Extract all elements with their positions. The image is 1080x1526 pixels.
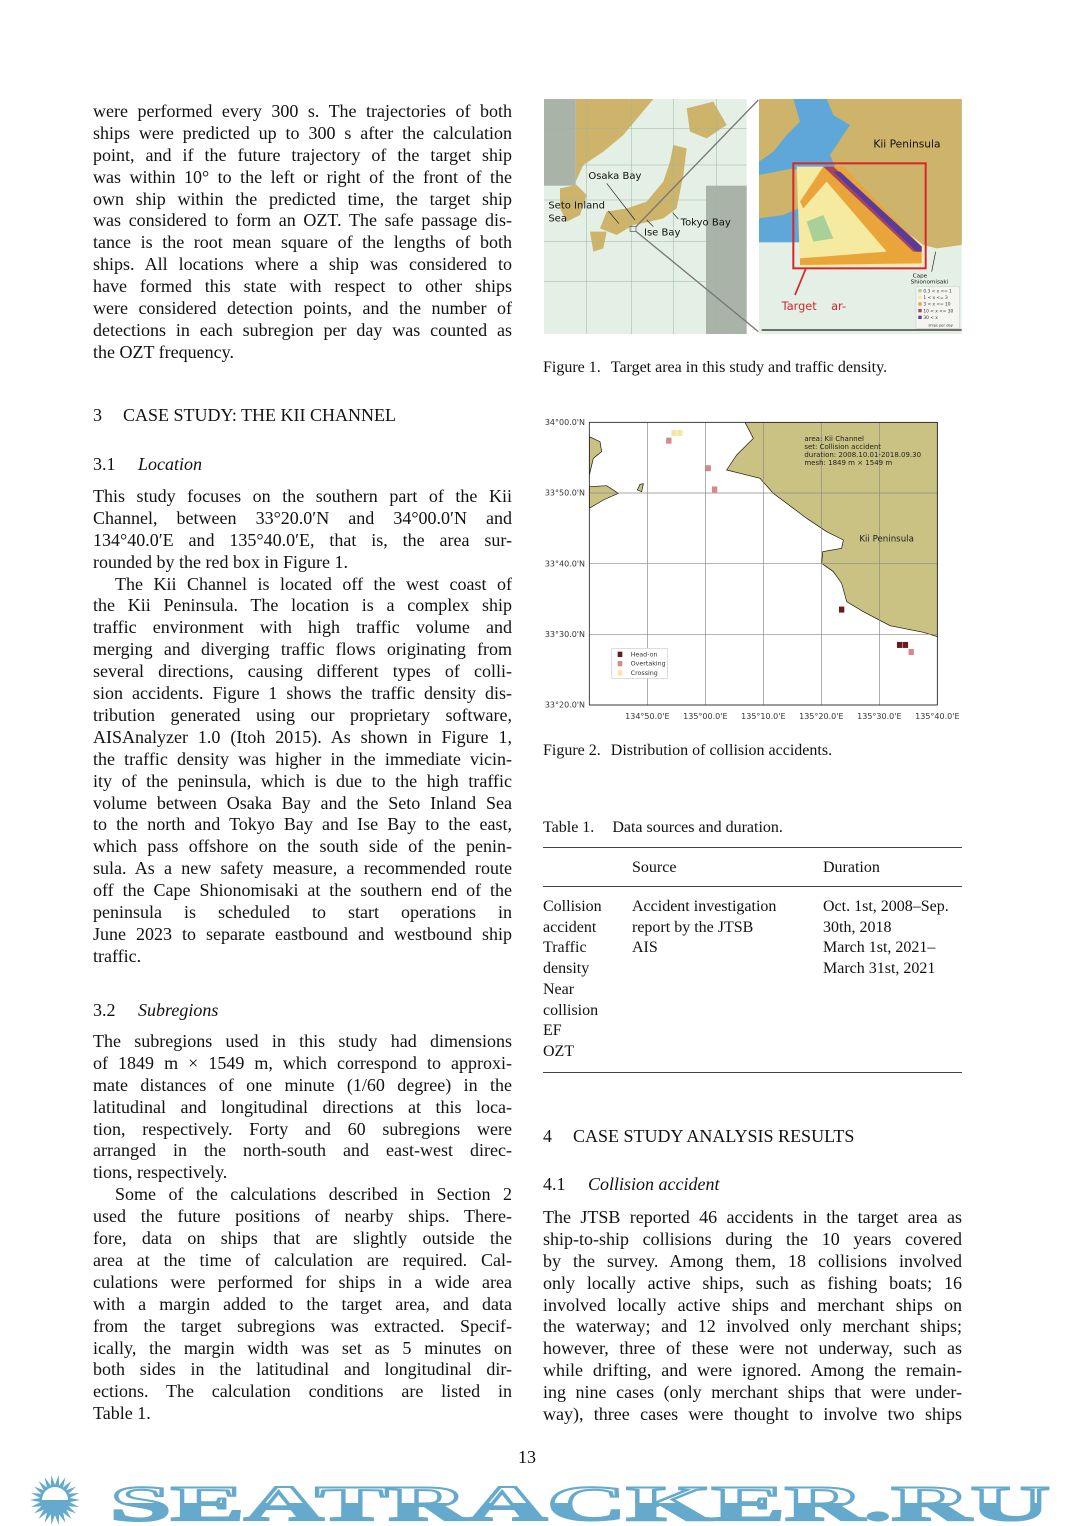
figure-1-caption — [543, 359, 887, 377]
legend-swatch — [618, 670, 623, 675]
table-cell-item: accident — [543, 918, 597, 936]
legend-label: 1 < x <= 3 — [923, 296, 948, 301]
table-cell-source: AIS — [632, 939, 658, 957]
table-header-rule — [543, 886, 962, 887]
table-bottom-rule — [543, 1072, 962, 1073]
text-line: ship-to-ship collisions during the 10 years covered — [543, 1228, 962, 1249]
text-line: AISAnalyzer 1.0 (Itoh 2015). As shown in Figure 1, — [93, 726, 512, 747]
legend-swatch — [918, 296, 921, 299]
label-seto-inland-sea: Seto Inland — [548, 200, 605, 212]
text-line: tion, respectively. Forty and 60 subregions were — [93, 1118, 512, 1139]
text-line: way), three cases were thought to involve two ships — [543, 1404, 962, 1425]
point-head-on — [903, 642, 908, 648]
label-cape: Cape — [912, 273, 928, 280]
table-cell-item: collision — [543, 1001, 599, 1019]
section-number: 3.1 — [93, 454, 116, 474]
text-line: ships. All locations where a ship was considered to — [93, 254, 512, 275]
text-line: were considered detection points, and the number of — [93, 298, 512, 319]
paragraph-location-2 — [93, 574, 512, 968]
text-line: ections. The calculation conditions are listed in — [93, 1381, 512, 1402]
label-ise-bay: Ise Bay — [644, 227, 681, 239]
sun-logo-icon — [30, 1475, 80, 1524]
chart-legend — [612, 648, 668, 678]
point-overtaking — [706, 465, 711, 471]
legend-unit: ships per day — [928, 323, 953, 328]
text-line: was within 10° to the left or right of the front of the — [93, 166, 512, 187]
annotation-line: set: Collision accident — [804, 443, 882, 451]
section-title: Subregions — [138, 1000, 219, 1020]
section-title: CASE STUDY ANALYSIS RESULTS — [573, 1126, 855, 1146]
text-line: to the north and Tokyo Bay and Ise Bay to the east, — [93, 814, 512, 835]
legend-label: 10 < x <= 30 — [923, 309, 954, 315]
label-osaka-bay: Osaka Bay — [588, 171, 642, 182]
annotation-line: mesh: 1849 m × 1549 m — [804, 459, 893, 467]
text-line: the waterway; and 12 involved only merchant ships; — [543, 1316, 962, 1337]
legend-swatch — [618, 652, 623, 657]
japan-overview-map — [544, 99, 758, 334]
text-line: of 1849 m × 1549 m, which correspond to approxi- — [93, 1052, 512, 1073]
text-line: detections in each subregion per day was counted as — [93, 319, 512, 340]
paragraph-location-1 — [93, 486, 512, 574]
table-cell-item: Traffic — [543, 939, 587, 957]
point-crossing — [671, 430, 676, 436]
y-tick-label: 33°20.0'N — [544, 700, 585, 710]
point-overtaking — [712, 486, 717, 492]
section-number: 4 — [543, 1126, 552, 1146]
text-line: merging and diverging traffic flows originating from — [93, 639, 512, 660]
text-line: tribution generated using our proprietary software, — [93, 704, 512, 725]
label-seto-inland-sea-2: Sea — [548, 213, 567, 225]
text-line: This study focuses on the southern part of the Kii — [93, 486, 512, 506]
text-line: ing nine cases (only merchant ships that were under- — [543, 1382, 962, 1403]
text-line: have formed this state with respect to other ships — [93, 276, 512, 297]
section-3-heading — [93, 405, 396, 426]
legend-label: Overtaking — [630, 660, 666, 668]
seatracker-watermark — [0, 1474, 1080, 1526]
text-line: The subregions used in this study had dimensions — [93, 1031, 512, 1051]
table-cell-duration: March 1st, 2021– — [823, 939, 936, 957]
legend-swatch — [618, 661, 623, 666]
watermark-text: SEATRACKER.RU — [110, 1475, 1050, 1526]
figure-label: Figure 1. — [543, 359, 601, 376]
point-overtaking — [909, 649, 914, 655]
point-crossing — [677, 430, 682, 436]
text-line: culations were performed for ships in a wide area — [93, 1271, 512, 1292]
text-line: both sides in the latitudinal and longitudinal dir- — [93, 1359, 512, 1380]
text-line: peninsula is scheduled to start operations in — [93, 901, 512, 922]
table-cell-item: Near — [543, 980, 575, 998]
section-3-2-heading — [93, 1000, 218, 1021]
point-overtaking — [666, 438, 671, 444]
legend-label: Head-on — [630, 651, 658, 659]
point-head-on — [839, 607, 844, 613]
label-target-area: Target ar- — [781, 299, 847, 313]
y-tick-label: 33°50.0'N — [544, 488, 585, 498]
text-line: ity of the peninsula, which is due to the high traffic — [93, 770, 512, 791]
table-label: Table 1. — [543, 819, 595, 836]
text-line: traffic. — [93, 945, 142, 966]
text-line: own ship within the predicted time, the target ship — [93, 188, 512, 209]
text-line: the traffic density was higher in the immediate vicin- — [93, 748, 512, 769]
text-line: Table 1. — [93, 1403, 151, 1424]
text-line: latitudinal and longitudinal directions at this loca- — [93, 1096, 512, 1117]
text-line: involved locally active ships and merchant ships on — [543, 1294, 962, 1315]
kii-traffic-density-map — [759, 99, 962, 334]
caption-text: Target area in this study and traffic density. — [610, 359, 888, 376]
text-line: 134°40.0′E and 135°40.0′E, that is, the area sur- — [93, 529, 512, 550]
x-tick-label: 135°00.0'E — [683, 712, 728, 721]
paragraph-subregions-1 — [93, 1031, 512, 1184]
text-line: tance is the root mean square of the lengths of both — [93, 232, 512, 253]
caption-text: Distribution of collision accidents. — [610, 742, 833, 759]
figure-2-chart — [540, 415, 965, 725]
table-cell-source: report by the JTSB — [632, 918, 754, 936]
text-line: however, three of these were not underway, such as — [543, 1338, 962, 1359]
y-tick-label: 33°30.0'N — [544, 630, 585, 639]
text-line: the OZT frequency. — [93, 341, 234, 362]
legend-swatch — [918, 316, 921, 319]
table-cell-item: density — [543, 960, 590, 978]
text-line: ships were predicted up to 300 s after the calculation — [93, 122, 512, 143]
legend-label: 30 < x — [923, 316, 938, 321]
text-line: only locally active ships, such as fishing boats; 16 — [543, 1272, 962, 1293]
text-line: The JTSB reported 46 accidents in the target area as — [543, 1207, 962, 1227]
table-top-rule — [543, 847, 962, 848]
table-1-caption — [543, 819, 783, 837]
legend-swatch — [918, 309, 921, 312]
text-line: which pass offshore on the south side of the penin- — [93, 836, 512, 857]
text-line: used the future positions of nearby ships. There- — [93, 1206, 512, 1227]
text-line: sion accidents. Figure 1 shows the traffic density dis- — [93, 683, 512, 704]
page-number: 13 — [518, 1447, 536, 1467]
section-number: 4.1 — [543, 1174, 566, 1194]
text-line: point, and if the future trajectory of the target ship — [93, 144, 512, 165]
y-tick-label: 34°00.0'N — [544, 418, 585, 427]
x-tick-label: 135°30.0'E — [857, 712, 902, 721]
text-line: ically, the margin width was set as 5 minutes on — [93, 1337, 512, 1358]
text-line: volume between Osaka Bay and the Seto Inland Sea — [93, 792, 512, 813]
text-line: Some of the calculations described in Section 2 — [115, 1184, 512, 1205]
x-tick-label: 135°20.0'E — [799, 712, 844, 721]
section-title: Location — [138, 454, 203, 474]
label-kii-peninsula: Kii Peninsula — [859, 534, 914, 545]
label-kii-peninsula: Kii Peninsula — [873, 137, 941, 151]
section-title: CASE STUDY: THE KII CHANNEL — [123, 405, 397, 425]
x-tick-label: 135°10.0'E — [741, 712, 786, 721]
section-4-heading — [543, 1126, 854, 1147]
legend-label: 0.3 < x <= 1 — [923, 289, 952, 295]
text-line: sula. As a new safety measure, a recommended route — [93, 858, 512, 879]
text-line: rounded by the red box in Figure 1. — [93, 551, 348, 572]
section-3-1-heading — [93, 454, 202, 475]
label-cape-shionomisaki: Shionomisaki — [910, 279, 949, 286]
y-tick-label: 33°40.0'N — [544, 559, 585, 569]
text-line: off the Cape Shionomisaki at the southern end of the — [93, 880, 512, 901]
text-line: from the target subregions was extracted. Specif- — [93, 1315, 512, 1336]
section-4-1-heading — [543, 1174, 719, 1195]
text-line: by the survey. Among them, 18 collisions involved — [543, 1250, 962, 1271]
text-line: the Kii Peninsula. The location is a complex ship — [93, 595, 512, 616]
text-line: mate distances of one minute (1/60 degree) in the — [93, 1074, 512, 1095]
annotation-line: duration: 2008.10.01-2018.09.30 — [804, 451, 922, 459]
text-line: arranged in the north-south and east-west direc- — [93, 1140, 512, 1161]
annotation-line: area: Kii Channel — [804, 435, 864, 443]
text-line: Channel, between 33°20.0′N and 34°00.0′N and — [93, 507, 512, 528]
x-tick-label: 134°50.0'E — [625, 712, 670, 721]
table-cell-source: Accident investigation — [632, 898, 777, 915]
section-number: 3 — [93, 405, 102, 425]
table-cell-duration: 30th, 2018 — [823, 918, 892, 936]
caption-text: Data sources and duration. — [612, 819, 783, 836]
text-line: were performed every 300 s. The trajectories of both — [93, 101, 512, 121]
paragraph-intro — [93, 101, 512, 364]
legend-label: 3 < x <= 10 — [923, 302, 951, 308]
density-legend — [916, 287, 959, 329]
table-header-duration: Duration — [823, 859, 880, 876]
x-tick-label: 135°40.0'E — [915, 712, 960, 721]
text-line: area at the time of calculation are required. Cal- — [93, 1249, 512, 1270]
figure-2-caption — [543, 742, 832, 760]
table-cell-duration: Oct. 1st, 2008–Sep. — [823, 898, 949, 915]
text-line: fore, data on ships that are slightly outside the — [93, 1228, 512, 1249]
legend-swatch — [918, 289, 921, 292]
table-cell-duration: March 31st, 2021 — [823, 960, 936, 978]
figure-1-maps — [540, 95, 965, 340]
figure-label: Figure 2. — [543, 742, 601, 759]
legend-label: Crossing — [630, 670, 658, 677]
table-cell-item: OZT — [543, 1042, 575, 1060]
text-line: The Kii Channel is located off the west coast of — [115, 573, 512, 594]
text-line: traffic environment with high traffic volume and — [93, 617, 512, 638]
section-title: Collision accident — [588, 1174, 720, 1194]
table-cell-item: Collision — [543, 898, 602, 915]
point-head-on — [897, 642, 902, 648]
text-line: while drifting, and were ignored. Among the remain- — [543, 1360, 962, 1381]
paragraph-collision-accident — [543, 1207, 962, 1426]
section-number: 3.2 — [93, 1000, 116, 1020]
legend-swatch — [918, 302, 921, 305]
text-line: was considered to form an OZT. The safe passage dis- — [93, 210, 512, 231]
table-header-source: Source — [632, 859, 677, 876]
paragraph-subregions-2 — [93, 1184, 512, 1425]
text-line: tions, respectively. — [93, 1162, 228, 1183]
label-tokyo-bay: Tokyo Bay — [680, 217, 731, 229]
text-line: with a margin added to the target area, and data — [93, 1293, 512, 1314]
text-line: several directions, causing different types of colli- — [93, 661, 512, 682]
table-cell-item: EF — [543, 1022, 562, 1040]
text-line: June 2023 to separate eastbound and westbound ship — [93, 923, 512, 944]
